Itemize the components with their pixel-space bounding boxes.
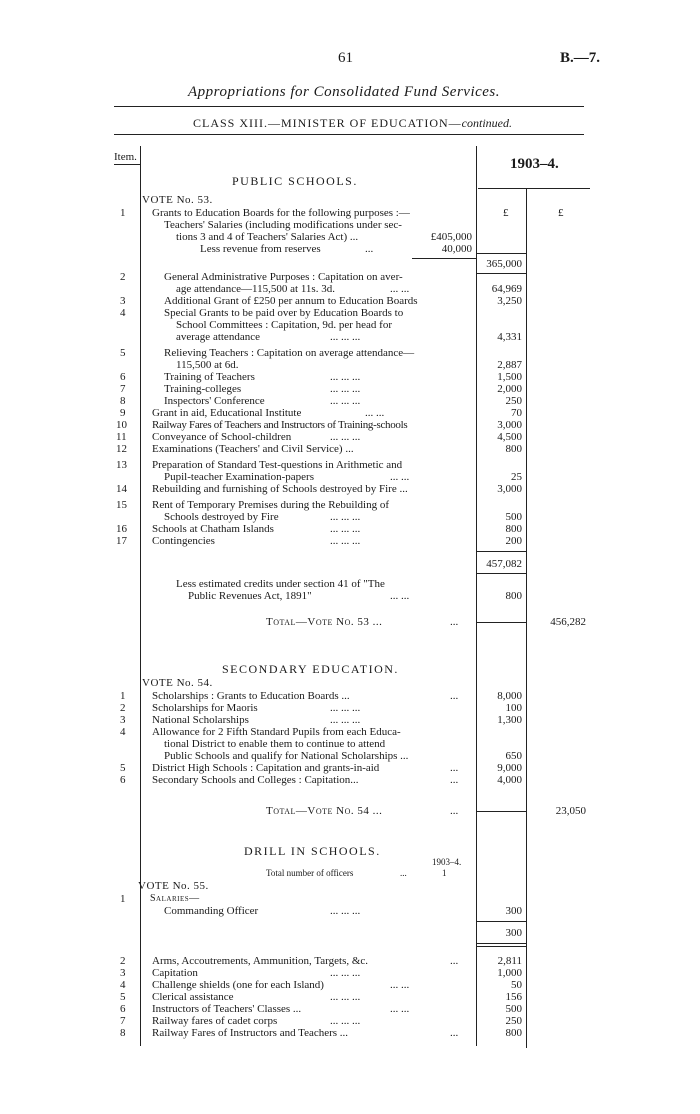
item-number: 2 [120,955,126,967]
amount: 2,811 [497,955,522,967]
amount-rule [476,622,526,623]
line-text: Instructors of Teachers' Classes ... [152,1003,302,1015]
item-number: 14 [116,483,127,495]
line-text: Training of Teachers [164,371,255,383]
item-number: 1 [120,690,126,702]
line-text: Grant in aid, Educational Institute [152,407,302,419]
line-text: Railway Fares of Instructors and Teachers ... [152,1027,349,1039]
line-text: Public Revenues Act, 1891" [188,590,312,602]
line-text: Contingencies [152,535,215,547]
leader-dots: ... ... ... [330,702,361,714]
item-number: 4 [120,307,126,319]
line-text: District High Schools : Capitation and grants-in-aid [152,762,380,774]
leader-dots: ... ... ... [330,371,361,383]
item-number: 3 [120,295,126,307]
leader-dots: ... [450,774,459,786]
leader-dots: ... ... ... [330,331,361,343]
class-heading: CLASS XIII.—MINISTER OF EDUCATION—continued. [193,116,512,130]
item-number: 16 [116,523,127,535]
amount-rule [476,551,526,552]
leader-dots: ... ... ... [330,395,361,407]
leader-dots: ... ... [365,407,385,419]
line-text: tions 3 and 4 of Teachers' Salaries Act) ... [176,231,359,243]
amount-rule [476,921,526,922]
leader-dots: ... ... [390,590,410,602]
line-text: Allowance for 2 Fifth Standard Pupils from each Educa- [152,726,401,738]
vote-54-label: VOTE No. 54. [142,677,213,689]
item-number: 12 [116,443,127,455]
amount: 50 [511,979,522,991]
item-number: 9 [120,407,126,419]
line-text: Teachers' Salaries (including modifications under sec- [164,219,402,231]
amount: 500 [505,511,522,523]
item-number: 6 [120,371,126,383]
amount: 200 [505,535,522,547]
vote-53-label: VOTE No. 53. [142,194,213,206]
subtotal-amount: 300 [505,927,522,939]
amount: 500 [505,1003,522,1015]
amount: 2,000 [497,383,522,395]
amount: 4,331 [497,331,522,343]
line-text: Challenge shields (one for each Island) [152,979,324,991]
amount: 64,969 [491,283,522,295]
item-number: 7 [120,383,126,395]
amount: 800 [505,443,522,455]
leader-dots: ... ... ... [330,991,361,1003]
item-number: 10 [116,419,127,431]
amount: 4,500 [497,431,522,443]
amount-rule [476,273,526,274]
item-number: 4 [120,979,126,991]
leader-dots: ... ... ... [330,523,361,535]
line-text: Scholarships for Maoris [152,702,258,714]
leader-dots: ... ... ... [330,1015,361,1027]
line-text: National Scholarships [152,714,249,726]
amount-rule [476,573,526,574]
page-number: 61 [338,50,353,66]
line-text: Railway Fares of Teachers and Instructors of Training-schools [152,419,408,431]
amount-rule [476,253,526,254]
amount: 2,887 [497,359,522,371]
item-number: 15 [116,499,127,511]
item-number: 6 [120,774,126,786]
item-number: 5 [120,991,126,1003]
item-number: 1 [120,893,126,905]
amount: 1,000 [497,967,522,979]
item-number: 17 [116,535,127,547]
item-number: 4 [120,726,126,738]
amount-rule [476,946,526,947]
section-heading-public-schools: PUBLIC SCHOOLS. [232,174,358,188]
line-text: Rebuilding and furnishing of Schools destroyed by Fire ... [152,483,408,495]
leader-dots: ... [450,616,459,628]
item-number: 5 [120,347,126,359]
leader-dots: ... ... [390,283,410,295]
leader-dots: ... ... [390,1003,410,1015]
item-number: 1 [120,207,126,219]
amount: 650 [505,750,522,762]
amount: 1,300 [497,714,522,726]
inline-amount: £405,000 [430,231,472,243]
subtotal-amount: 457,082 [486,558,522,570]
line-text: average attendance [176,331,260,343]
line-text: age attendance—115,500 at 11s. 3d. [176,283,335,295]
line-text: Arms, Accoutrements, Ammunition, Targets, &c. [152,955,369,967]
section-heading-secondary-education: SECONDARY EDUCATION. [222,662,399,676]
officers-label: Total number of officers [266,868,354,878]
officers-count: 1 [442,868,447,878]
amount-rule [476,943,526,944]
vote-53-total: 456,282 [550,616,586,628]
item-column-divider [140,146,141,1046]
amount: 800 [505,590,522,602]
leader-dots: ... ... ... [330,967,361,979]
amount: 156 [505,991,522,1003]
leader-dots: ... ... ... [330,905,361,917]
line-text: Pupil-teacher Examination-papers [164,471,314,483]
line-text: Special Grants to be paid over by Education Boards to [164,307,404,319]
leader-dots: ... ... [390,979,410,991]
vote-53-total-label: Total—Vote No. 53 ... [266,616,383,628]
line-text: Clerical assistance [152,991,234,1003]
leader-dots: ... [450,805,459,817]
drill-year-small: 1903–4. [432,857,462,867]
leader-dots: ... [450,762,459,774]
item-number: 8 [120,1027,126,1039]
line-text: Examinations (Teachers' and Civil Service) ... [152,443,354,455]
amount: 3,000 [497,419,522,431]
item-number: 8 [120,395,126,407]
line-text: Commanding Officer [164,905,259,917]
vote-55-label: VOTE No. 55. [138,880,209,892]
leader-dots: ... [400,868,407,878]
amount: 250 [505,1015,522,1027]
line-text: tional District to enable them to continue to attend [164,738,386,750]
amount: 300 [505,905,522,917]
leader-dots: ... ... ... [330,383,361,395]
item-number: 6 [120,1003,126,1015]
line-text: Preparation of Standard Test-questions in Arithmetic and [152,459,403,471]
line-text: 115,500 at 6d. [176,359,239,371]
amount: 365,000 [486,258,522,270]
leader-dots: ... [365,243,374,255]
line-text: Schools destroyed by Fire [164,511,279,523]
item-number: 13 [116,459,127,471]
item-number: 3 [120,967,126,979]
page-title: Appropriations for Consolidated Fund Services. [188,84,501,100]
inline-rule [412,258,476,259]
line-text: Additional Grant of £250 per annum to Education Boards [164,295,418,307]
line-text: Capitation [152,967,198,979]
leader-dots: ... ... ... [330,535,361,547]
line-text: Railway fares of cadet corps [152,1015,278,1027]
amount: 800 [505,523,522,535]
leader-dots: ... ... ... [330,511,361,523]
line-text: Conveyance of School-children [152,431,292,443]
line-text: Training-colleges [164,383,242,395]
amount-column-mid-divider [526,188,527,1048]
item-number: 2 [120,702,126,714]
title-rule [114,106,584,107]
vote-54-total-label: Total—Vote No. 54 ... [266,805,383,817]
leader-dots: ... ... ... [330,431,361,443]
line-text: Relieving Teachers : Capitation on average attendance— [164,347,415,359]
amount: 70 [511,407,522,419]
leader-dots: ... [450,955,459,967]
amount: 9,000 [497,762,522,774]
pound-sign-col1: £ [503,207,509,219]
line-text: General Administrative Purposes : Capitation on aver- [164,271,403,283]
line-text: School Committees : Capitation, 9d. per head for [176,319,392,331]
line-text: Secondary Schools and Colleges : Capitation... [152,774,359,786]
pound-sign-col2: £ [558,207,564,219]
amount-rule [476,811,526,812]
item-number: 5 [120,762,126,774]
vote-54-total: 23,050 [555,805,586,817]
line-text: Scholarships : Grants to Education Boards ... [152,690,350,702]
leader-dots: ... ... [390,471,410,483]
line-text: Public Schools and qualify for National Scholarships ... [164,750,409,762]
leader-dots: ... ... ... [330,714,361,726]
line-text: Less estimated credits under section 41 of "The [176,578,385,590]
year-header: 1903–4. [510,156,559,172]
salaries-label: Salaries— [150,893,200,904]
line-text: Grants to Education Boards for the following purposes :— [152,207,410,219]
leader-dots: ... [450,690,459,702]
item-column-header: Item. [114,151,137,163]
line-text: Less revenue from reserves [200,243,321,255]
amount: 1,500 [497,371,522,383]
amount: 800 [505,1027,522,1039]
section-heading-drill-in-schools: DRILL IN SCHOOLS. [244,844,381,858]
amount: 4,000 [497,774,522,786]
document-reference: B.—7. [560,50,601,66]
inline-amount: 40,000 [441,243,472,255]
amount: 25 [511,471,522,483]
line-text: Inspectors' Conference [164,395,265,407]
item-header-rule [114,164,140,165]
item-number: 11 [116,431,127,443]
amount: 3,000 [497,483,522,495]
amount: 3,250 [497,295,522,307]
amount: 100 [505,702,522,714]
class-rule [114,134,584,135]
item-number: 3 [120,714,126,726]
line-text: Schools at Chatham Islands [152,523,274,535]
year-header-rule [478,188,590,189]
item-number: 7 [120,1015,126,1027]
amount: 250 [505,395,522,407]
amount: 8,000 [497,690,522,702]
item-number: 2 [120,271,126,283]
leader-dots: ... [450,1027,459,1039]
line-text: Rent of Temporary Premises during the Rebuilding of [152,499,390,511]
